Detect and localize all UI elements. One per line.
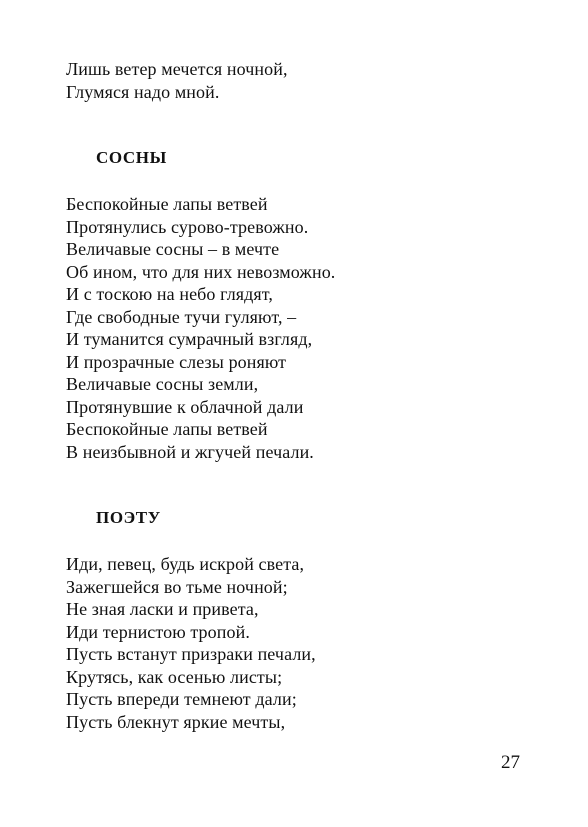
poem-line: Глумяся надо мной. [66, 81, 220, 102]
poem-line: Об ином, что для них невозможно. [66, 261, 336, 282]
poem-line: Беспокойные лапы ветвей [66, 194, 268, 214]
poem-line: И прозрачные слезы роняют [66, 351, 287, 372]
poem-line: Величавые сосны земли, [66, 374, 259, 394]
poem-line: Пусть блекнут яркие мечты, [66, 711, 286, 732]
poem-line: И с тоскою на небо глядят, [66, 284, 274, 304]
poem-line: Протянувшие к облачной дали [66, 396, 304, 417]
poem-line: Беспокойные лапы ветвей [66, 419, 268, 439]
poem-line: Зажегшейся во тьме ночной; [66, 576, 288, 597]
poem-title: ПОЭТУ [96, 508, 161, 527]
poem-line: Иди тернистою тропой. [66, 621, 250, 642]
poem-title: СОСНЫ [96, 148, 167, 167]
poem-line: И туманится сумрачный взгляд, [66, 329, 313, 349]
poem-line: Где свободные тучи гуляют, – [66, 306, 297, 327]
poem-line: Крутясь, как осенью листы; [66, 666, 283, 687]
poem-line: Пусть впереди темнеют дали; [66, 689, 297, 709]
poem-line: Величавые сосны – в мечте [66, 239, 280, 259]
poem-line: Не зная ласки и привета, [66, 599, 259, 619]
page-number: 27 [501, 752, 520, 773]
poem-line: Лишь ветер мечется ночной, [66, 59, 288, 79]
poem-line: Протянулись сурово-тревожно. [66, 216, 309, 237]
poem-line: В неизбывной и жгучей печали. [66, 441, 314, 462]
poem-line: Пусть встанут призраки печали, [66, 644, 316, 664]
poem-line: Иди, певец, будь искрой света, [66, 554, 305, 574]
